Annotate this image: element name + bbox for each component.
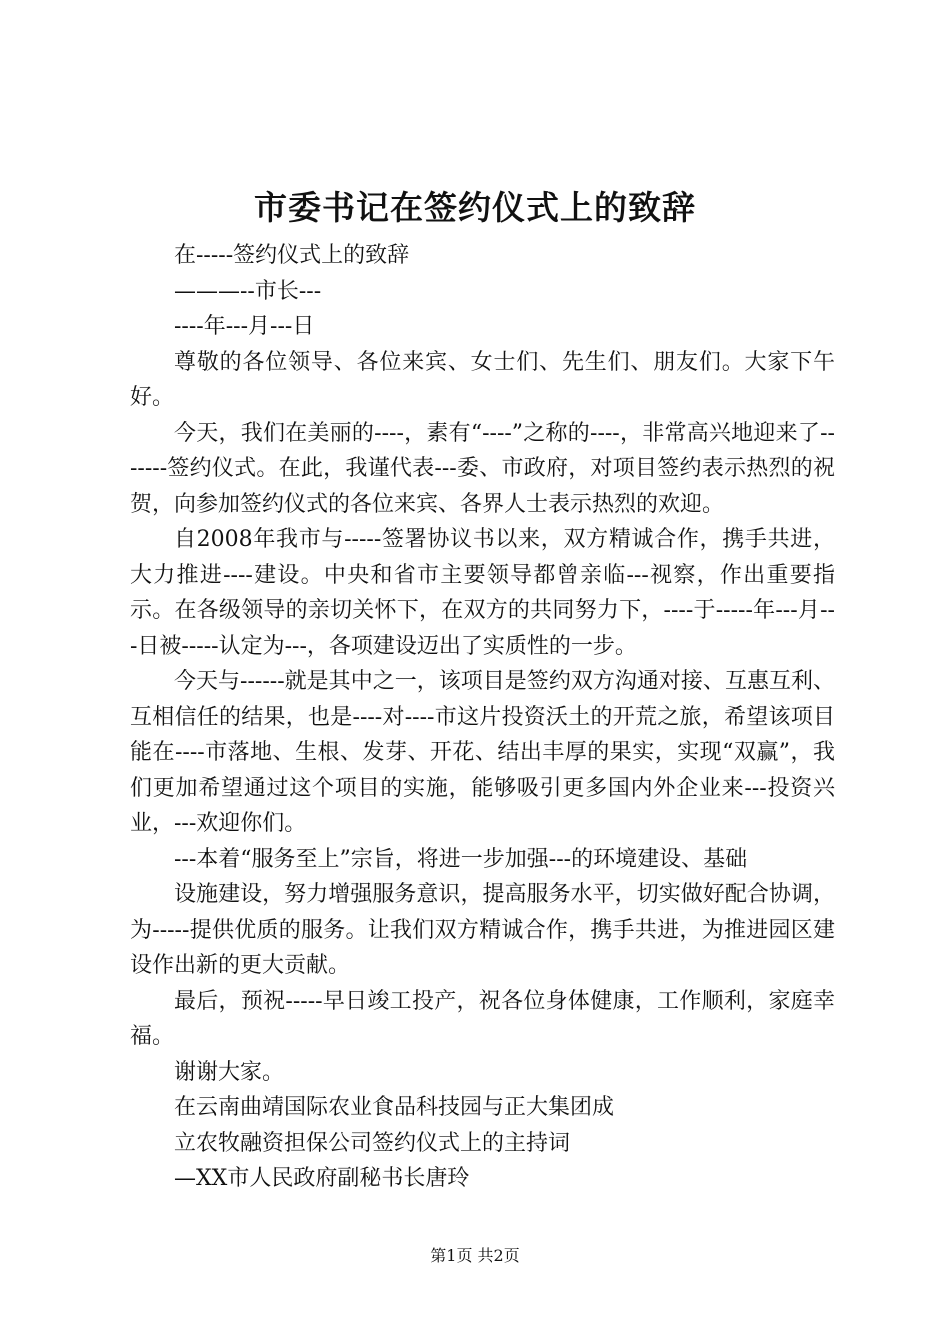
paragraph-greeting: 尊敬的各位领导、各位来宾、女士们、先生们、朋友们。大家下午好。: [130, 349, 835, 410]
paragraph-welcome: 今天，我们在美丽的----，素有“----”之称的----，非常高兴地迎来了-------签约仪式。在此，我谨代表---委、市政府，对项目签约表示热烈的祝贺，向参加签约仪式的各位来宾、各界人士表示热烈的欢迎。: [130, 420, 835, 517]
paragraph-wishes: 最后，预祝-----早日竣工投产，祝各位身体健康，工作顺利，家庭幸福。: [130, 988, 835, 1049]
paragraph-next-title-1: 在云南曲靖国际农业食品科技园与正大集团成: [174, 1095, 615, 1120]
paragraph-speaker: ———--市长---: [174, 278, 322, 304]
paragraph-next-author: —XX市人民政府副秘书长唐玲: [174, 1166, 470, 1191]
paragraph-next-title-2: 立农牧融资担保公司签约仪式上的主持词: [174, 1130, 571, 1156]
paragraph-history: 自2008年我市与-----签署协议书以来，双方精诚合作，携手共进，大力推进----建设。中央和省市主要领导都曾亲临---视察，作出重要指示。在各级领导的亲切关怀下，在双方的共同努力下，----于-----年---月---日被-----认定为---，各项建设迈出了实质性的一步。: [130, 527, 835, 659]
paragraph-project: 今天与------就是其中之一，该项目是签约双方沟通对接、互惠互利、互相信任的结果，也是----对----市这片投资沃土的开荒之旅，希望该项目能在----市落地、生根、发芽、开花、结出丰厚的果实，实现“双赢”，我们更加希望通过这个项目的实施，能够吸引更多国内外企业来---投资兴业，---欢迎你们。: [130, 669, 835, 836]
paragraph-service-1: ---本着“服务至上”宗旨，将进一步加强---的环境建设、基础: [174, 846, 748, 872]
paragraph-thanks: 谢谢大家。: [174, 1059, 285, 1085]
paragraph-date: ----年---月---日: [174, 314, 315, 339]
paragraph-occasion: 在-----签约仪式上的致辞: [174, 243, 410, 268]
document-body: [130, 238, 835, 1197]
page-number-footer: 第1页 共2页: [430, 1246, 520, 1265]
document-title: 市委书记在签约仪式上的致辞: [254, 188, 696, 227]
paragraph-service-2: 设施建设，努力增强服务意识，提高服务水平，切实做好配合协调，为-----提供优质的服务。让我们双方精诚合作，携手共进，为推进园区建设作出新的更大贡献。: [130, 882, 835, 978]
